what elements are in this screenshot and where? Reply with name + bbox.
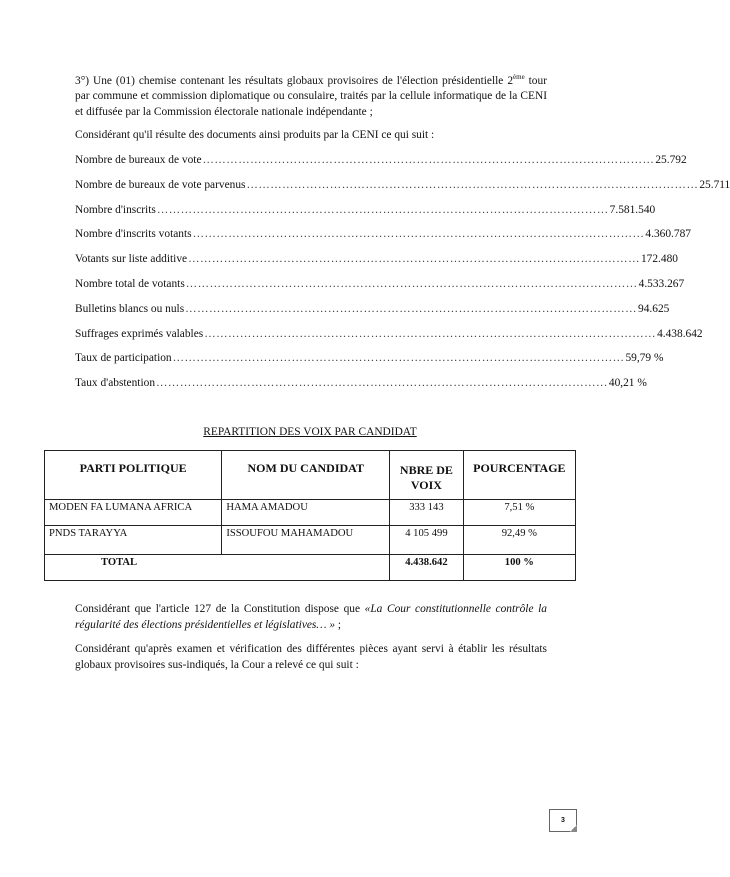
party-cell: MODEN FA LUMANA AFRICA bbox=[45, 500, 222, 526]
column-header-percentage: POURCENTAGE bbox=[463, 451, 575, 500]
dot-leader: …………………………………………………………………………………………………… bbox=[188, 253, 640, 266]
total-label-cell: TOTAL bbox=[45, 555, 390, 581]
stat-value: 172.480 bbox=[640, 253, 678, 266]
stat-value: 94.625 bbox=[638, 302, 670, 315]
stat-row bbox=[75, 178, 730, 203]
stat-row bbox=[75, 302, 670, 327]
candidate-cell: HAMA AMADOU bbox=[222, 500, 390, 526]
stat-value: 40,21 % bbox=[608, 377, 647, 390]
stat-value: 59,79 % bbox=[625, 352, 664, 365]
consider-2-end: ; bbox=[335, 618, 342, 631]
dot-leader: …………………………………………………………………………………………………… bbox=[204, 327, 657, 340]
stat-row bbox=[75, 351, 664, 376]
intro-paragraph bbox=[75, 70, 547, 120]
dot-leader: …………………………………………………………………………………………………… bbox=[185, 277, 638, 290]
column-header-votes: NBRE DE VOIX bbox=[390, 451, 464, 500]
stat-row bbox=[75, 227, 691, 252]
dot-leader: …………………………………………………………………………………………………… bbox=[192, 228, 645, 241]
votes-cell: 333 143 bbox=[390, 500, 464, 526]
stat-value: 4.360.787 bbox=[645, 228, 691, 241]
column-header-party: PARTI POLITIQUE bbox=[45, 451, 222, 500]
dot-leader: …………………………………………………………………………………………………… bbox=[156, 377, 608, 390]
table-total-row bbox=[45, 555, 576, 581]
table-header-row bbox=[45, 451, 576, 500]
stat-label: Votants sur liste additive bbox=[75, 253, 188, 266]
consider-paragraph-1: Considérant qu'il résulte des documents ainsi produits par la CENI ce qui suit : bbox=[75, 129, 435, 141]
dot-leader: …………………………………………………………………………………………………… bbox=[246, 178, 699, 191]
stat-value: 4.533.267 bbox=[638, 277, 685, 290]
constitution-quote: «La Cour constitutionnelle contrôle la régularité des élections présidentielles et législatives… » bbox=[75, 603, 547, 631]
stat-label: Nombre d'inscrits votants bbox=[75, 228, 192, 241]
ordinal-superscript: ème bbox=[513, 73, 525, 81]
stat-row bbox=[75, 203, 656, 228]
stat-value: 4.438.642 bbox=[657, 327, 703, 340]
votes-by-candidate-table bbox=[44, 450, 576, 581]
dot-leader: …………………………………………………………………………………………………… bbox=[156, 203, 609, 216]
candidate-cell: ISSOUFOU MAHAMADOU bbox=[222, 526, 390, 555]
stat-label: Nombre total de votants bbox=[75, 277, 185, 290]
party-cell: PNDS TARAYYA bbox=[45, 526, 222, 555]
consider-2-text: Considérant que l'article 127 de la Constitution dispose que bbox=[75, 603, 365, 615]
dot-leader: …………………………………………………………………………………………………… bbox=[202, 154, 655, 166]
page-number: 3 bbox=[549, 809, 577, 832]
stat-row bbox=[75, 376, 647, 401]
dot-leader: …………………………………………………………………………………………………… bbox=[172, 352, 625, 365]
consider-paragraph-3: Considérant qu'après examen et vérification des différentes pièces ayant servi à établir les résultats globaux provisoires sus-indiqués, la Cour a relevé ce qui suit : bbox=[75, 643, 547, 671]
stat-label: Suffrages exprimés valables bbox=[75, 327, 204, 340]
stat-label: Nombre de bureaux de vote parvenus bbox=[75, 178, 246, 191]
dot-leader: …………………………………………………………………………………………………… bbox=[185, 302, 638, 315]
stat-row bbox=[75, 153, 687, 178]
table-row bbox=[45, 526, 576, 555]
results-statistics-list bbox=[75, 153, 730, 401]
votes-cell: 4 105 499 bbox=[390, 526, 464, 555]
stat-value: 25.792 bbox=[655, 154, 687, 166]
intro-text-start: 3°) Une (01) chemise contenant les résultats globaux provisoires de l'élection présidentielle 2 bbox=[75, 74, 514, 87]
stat-value: 7.581.540 bbox=[609, 203, 656, 216]
stat-row bbox=[75, 327, 703, 352]
stat-label: Taux de participation bbox=[75, 352, 172, 365]
consider-paragraph-2 bbox=[75, 602, 547, 633]
stat-row bbox=[75, 252, 678, 277]
column-header-candidate: NOM DU CANDIDAT bbox=[222, 451, 390, 500]
stat-label: Bulletins blancs ou nuls bbox=[75, 302, 185, 315]
intro-text-end: tour par commune et commission diplomatique ou consulaire, traités par la cellule informatique de la CENI et diffusée par la Commission électorale nationale indépendante ; bbox=[75, 74, 547, 118]
stat-label: Nombre de bureaux de vote bbox=[75, 154, 202, 166]
stat-label: Nombre d'inscrits bbox=[75, 203, 156, 216]
section-title: REPARTITION DES VOIX PAR CANDIDAT bbox=[203, 426, 417, 438]
percent-cell: 92,49 % bbox=[463, 526, 575, 555]
total-votes-cell: 4.438.642 bbox=[390, 555, 464, 581]
stat-label: Taux d'abstention bbox=[75, 377, 156, 390]
table-row bbox=[45, 500, 576, 526]
stat-row bbox=[75, 277, 685, 302]
total-percent-cell: 100 % bbox=[463, 555, 575, 581]
stat-value: 25.711 bbox=[699, 178, 730, 191]
percent-cell: 7,51 % bbox=[463, 500, 575, 526]
